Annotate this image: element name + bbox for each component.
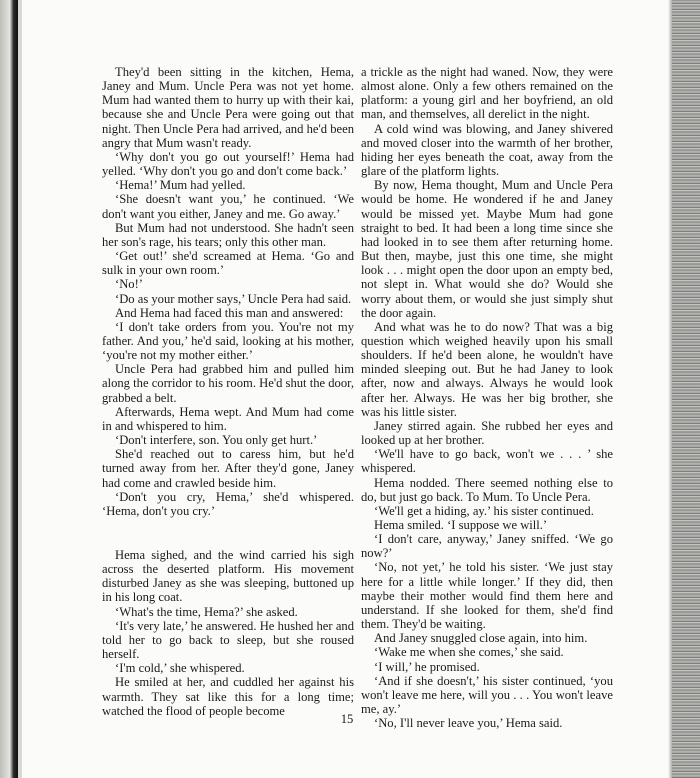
left-text-column	[102, 65, 354, 718]
paragraph: And Janey snuggled close again, into him.	[374, 631, 588, 646]
paragraph: ‘I will,’ he promised.	[374, 659, 480, 674]
paragraph: ‘She doesn't want you,’ he continued. ‘We don't want you either, Janey and me. Go away.’	[102, 192, 354, 221]
paragraph: ‘It's very late,’ he answered. He hushed her and told her to go back to sleep, but she roused herself.	[102, 618, 354, 662]
page-number: 15	[340, 712, 354, 726]
paragraph: ‘I don't care, anyway,’ Janey sniffed. ‘We go now?’	[361, 532, 613, 561]
paragraph: But Mum had not understood. She hadn't seen her son's rage, his tears; only this other man.	[102, 220, 354, 249]
paragraph: By now, Hema thought, Mum and Uncle Pera would be home. He wondered if he and Janey would be missed yet. Maybe Mum had gone straight to bed. It had been a long time since she had looked in to see them after returning home. But then, maybe, just this one time, she might look . . . might open the door upon an empty bed, not slept in. What would she do? Would she worry about them, or would she just simply shut the door again.	[361, 178, 613, 320]
paragraph: She'd reached out to caress him, but he'd turned away from her. After they'd gone, Janey had come and crawled beside him.	[102, 447, 354, 490]
paragraph: ‘Why don't you go out yourself!’ Hema had yelled. ‘Why don't you go and don't come back.’	[102, 149, 354, 179]
paragraph: ‘I'm cold,’ she whispered.	[115, 661, 245, 676]
paragraph: Hema sighed, and the wind carried his sigh across the deserted platform. His movement disturbed Janey as she was sleeping, buttoned up in his long coat.	[102, 548, 354, 605]
paragraph: Hema smiled. ‘I suppose we will.’	[374, 518, 548, 532]
paragraph: ‘No, I'll never leave you,’ Hema said.	[374, 716, 563, 731]
paragraph: ‘No!’	[115, 277, 143, 292]
paragraph: He smiled at her, and cuddled her against his warmth. They sat like this for a long time; watched the flood of people become	[102, 675, 354, 718]
paragraph: Janey stirred again. She rubbed her eyes and looked up at her brother.	[361, 418, 613, 448]
paragraph: And Hema had faced this man and answered:	[115, 305, 344, 320]
paragraph: ‘Do as your mother says,’ Uncle Pera had said.	[115, 291, 352, 306]
paragraph: ‘And if she doesn't,’ his sister continued, ‘you won't leave me here, will you . . . You won't leave me, ay.’	[361, 673, 613, 717]
paragraph: ‘We'll have to go back, won't we . . . ’ she whispered.	[361, 447, 613, 476]
paragraph: They'd been sitting in the kitchen, Hema, Janey and Mum. Uncle Pera was not yet home. Mum had wanted them to hurry up with their kai, because she and Uncle Pera were going out that night. Then Uncle Pera had arrived, and he'd been angry that Mum wasn't ready.	[102, 65, 354, 150]
right-page-edges	[672, 0, 700, 778]
left-page-edge	[0, 0, 18, 778]
paragraph: ‘Don't interfere, son. You only get hurt.’	[115, 433, 318, 448]
paragraph: Hema nodded. There seemed nothing else to do, but just go back. To Mum. To Uncle Pera.	[361, 475, 613, 504]
paragraph: Afterwards, Hema wept. And Mum had come in and whispered to him.	[102, 404, 354, 433]
paragraph: a trickle as the night had waned. Now, they were almost alone. Only a few others remained on the platform: a young girl and her boyfriend, an old man, and themselves, all derelict in the night.	[361, 65, 613, 122]
paragraph: ‘What's the time, Hema?’ she asked.	[115, 604, 298, 619]
page	[22, 0, 672, 778]
paragraph: ‘No, not yet,’ he told his sister. ‘We just stay here for a little while longer.’ If they did, then maybe their mother would find them here and understand. If she looked for them, she'd find them. They'd be waiting.	[361, 560, 613, 632]
right-text-column	[361, 65, 613, 730]
section-break	[102, 518, 354, 548]
paragraph: ‘Don't you cry, Hema,’ she'd whispered. ‘Hema, don't you cry.’	[102, 489, 354, 518]
paragraph: A cold wind was blowing, and Janey shivered and moved closer into the warmth of her brother, hiding her eyes beneath the coat, away from the glare of the platform lights.	[361, 121, 613, 179]
paragraph: ‘Get out!’ she'd screamed at Hema. ‘Go and sulk in your own room.’	[102, 249, 354, 278]
paragraph: ‘Wake me when she comes,’ she said.	[374, 645, 564, 660]
paragraph: Uncle Pera had grabbed him and pulled him along the corridor to his room. He'd shut the door, grabbed a belt.	[102, 362, 354, 405]
paragraph: And what was he to do now? That was a big question which weighed heavily upon his small shoulders. If he'd been alone, he wouldn't have minded sleeping out. But he had Janey to look after, now and always. Always he would look after her. Always. He was her big brother, she was his little sister.	[361, 319, 613, 419]
paragraph: ‘We'll get a hiding, ay.’ his sister continued.	[374, 503, 594, 518]
paragraph: ‘I don't take orders from you. You're not my father. And you,’ he'd said, looking at his mother, ‘you're not my mother either.’	[102, 319, 354, 363]
paragraph: ‘Hema!’ Mum had yelled.	[115, 178, 246, 193]
